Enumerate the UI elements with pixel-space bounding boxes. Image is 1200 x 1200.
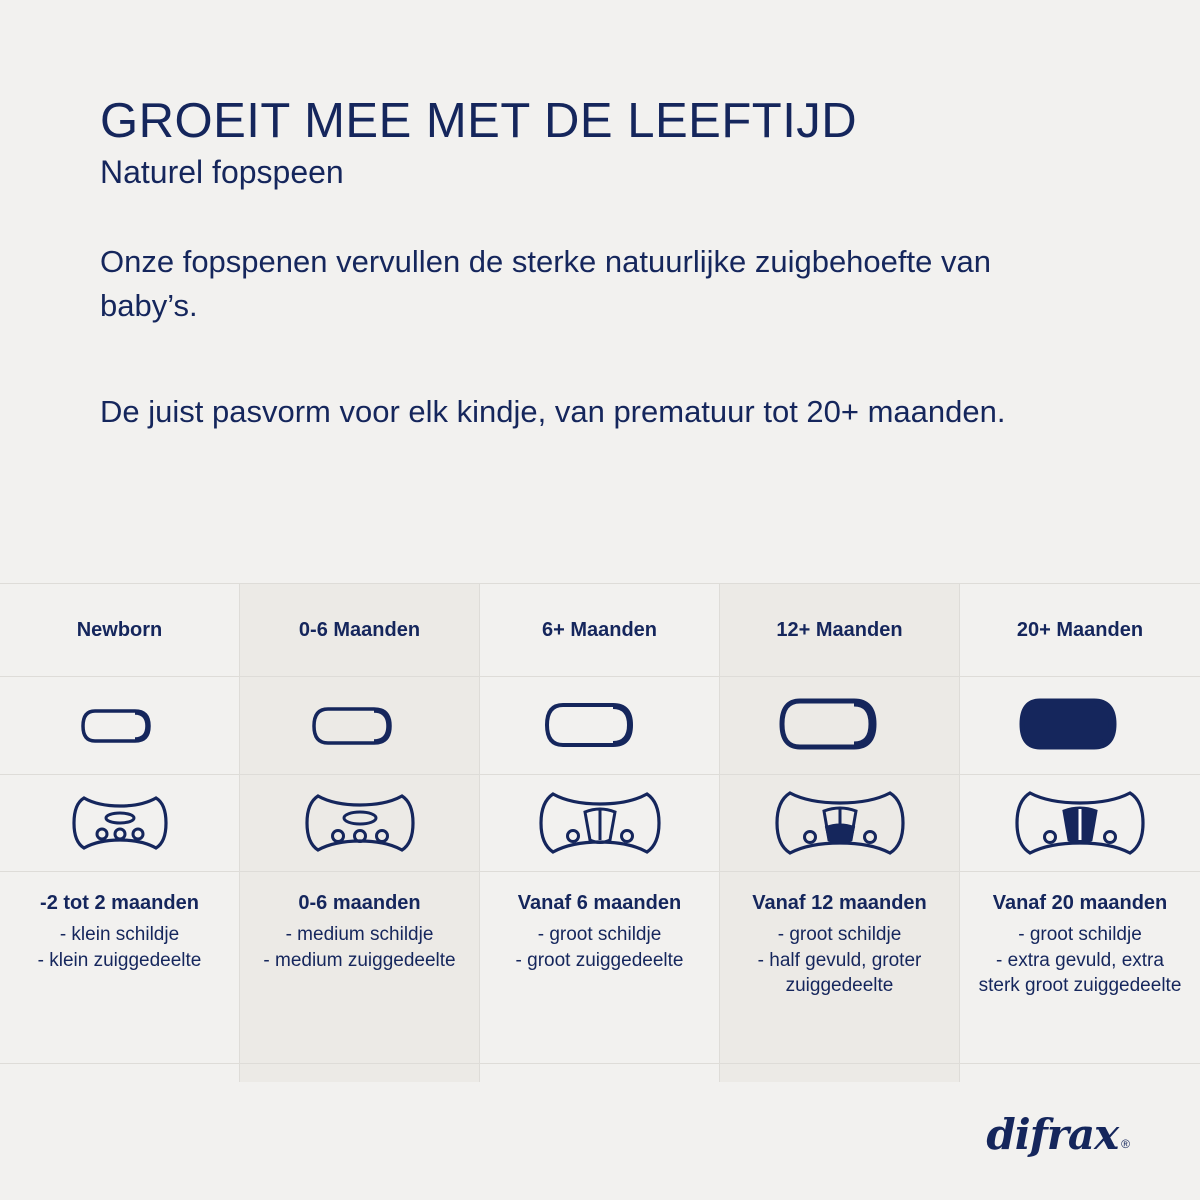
intro-paragraph-2: De juist pasvorm voor elk kindje, van prematuur tot 20+ maanden. xyxy=(100,393,1006,429)
page-subtitle: Naturel fopspeen xyxy=(100,154,344,191)
table-bottom-divider xyxy=(0,1063,1200,1064)
brand-name: difrax xyxy=(986,1110,1119,1159)
pacifier-shield-small-icon xyxy=(0,775,239,872)
column-detail: - groot schildje - half gevuld, groter zuiggedeelte xyxy=(757,924,922,997)
column-description xyxy=(960,872,1200,1082)
trademark-symbol: ® xyxy=(1121,1137,1130,1151)
size-comparison-table xyxy=(0,583,1200,1082)
pacifier-shield-large-icon xyxy=(480,775,719,872)
column-detail: - groot schildje - groot zuiggedeelte xyxy=(515,924,684,971)
column-detail: - groot schildje - extra gevuld, extra sterk groot zuiggedeelte xyxy=(978,924,1182,997)
column-header: 12+ Maanden xyxy=(720,584,959,677)
pacifier-teat-small-icon xyxy=(0,677,239,775)
column-description xyxy=(0,872,239,1082)
pacifier-shield-medium-icon xyxy=(240,775,479,872)
pacifier-shield-filled-icon xyxy=(960,775,1200,872)
pacifier-teat-filled-icon xyxy=(960,677,1200,775)
table-column-6-plus-maanden xyxy=(480,584,720,1082)
column-lead: 0-6 maanden xyxy=(298,892,421,914)
column-lead: Vanaf 6 maanden xyxy=(517,892,682,914)
column-header: 20+ Maanden xyxy=(960,584,1200,677)
column-detail: - klein schildje - klein zuiggedeelte xyxy=(37,924,202,971)
column-description xyxy=(480,872,719,1082)
table-column-0-6-maanden xyxy=(240,584,480,1082)
pacifier-shield-xlarge-icon xyxy=(720,775,959,872)
pacifier-teat-medium-icon xyxy=(240,677,479,775)
column-description xyxy=(240,872,479,1082)
intro-paragraph-1: Onze fopspenen vervullen de sterke natuurlijke zuigbehoefte van baby’s. xyxy=(100,243,991,323)
column-header: 0-6 Maanden xyxy=(240,584,479,677)
header-block xyxy=(0,0,1200,434)
column-lead: -2 tot 2 maanden xyxy=(40,892,199,914)
pacifier-teat-xlarge-icon xyxy=(720,677,959,775)
column-lead: Vanaf 20 maanden xyxy=(992,892,1168,914)
pacifier-teat-large-icon xyxy=(480,677,719,775)
table-column-20-plus-maanden xyxy=(960,584,1200,1082)
column-detail: - medium schildje - medium zuiggedeelte xyxy=(263,924,456,971)
column-description xyxy=(720,872,959,1082)
column-header: 6+ Maanden xyxy=(480,584,719,677)
column-header: Newborn xyxy=(0,584,239,677)
table-column-12-plus-maanden xyxy=(720,584,960,1082)
brand-logo xyxy=(986,1110,1130,1159)
page-title: GROEIT MEE MET DE LEEFTIJD xyxy=(100,94,858,148)
column-lead: Vanaf 12 maanden xyxy=(752,892,927,914)
table-column-newborn xyxy=(0,584,240,1082)
